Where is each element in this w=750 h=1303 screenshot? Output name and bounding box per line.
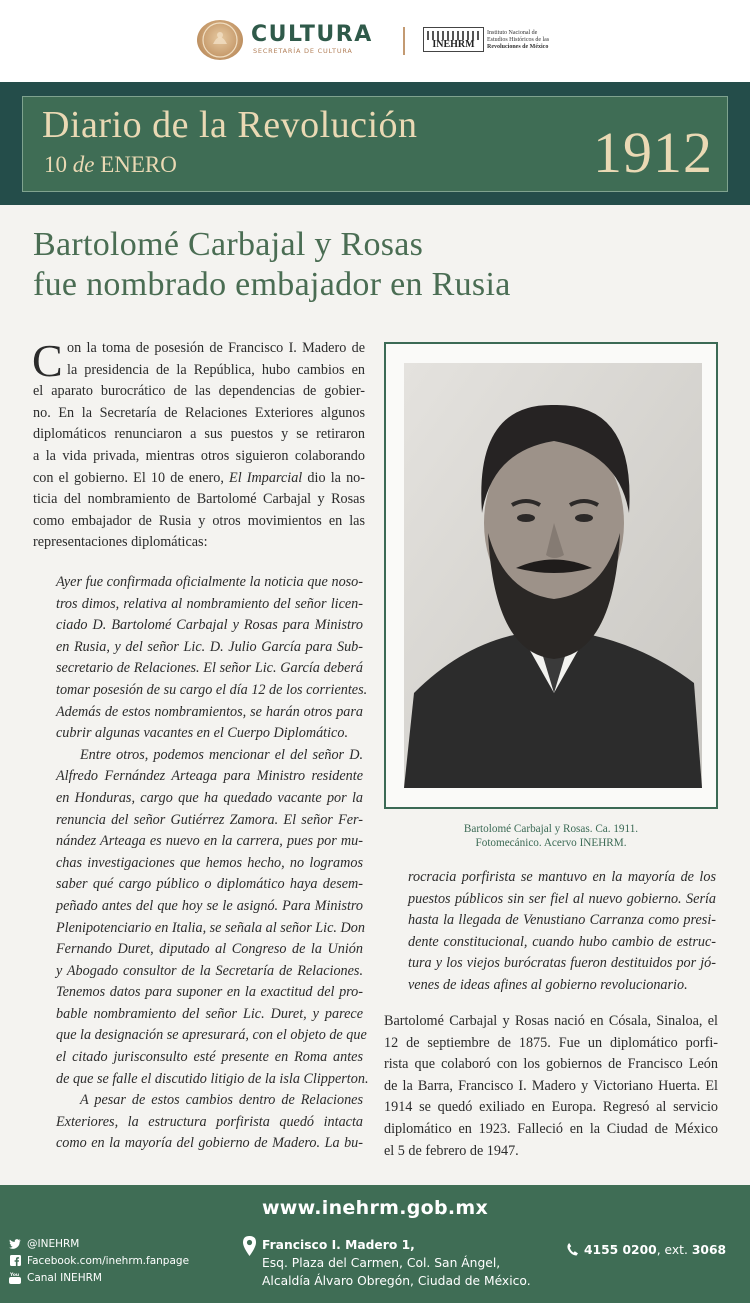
- svg-text:You: You: [10, 1272, 20, 1278]
- issue-date: 10 de ENERO: [44, 152, 177, 177]
- text-line: el citado jurisconsulto esté presente en Roma antes: [56, 1049, 363, 1066]
- issue-year: 1912: [593, 120, 713, 185]
- header-band: [0, 82, 750, 205]
- footer: [0, 1185, 750, 1303]
- text-line: chas investigaciones que hemos hecho, no logramos: [56, 854, 363, 871]
- text-line: ticia del nombramiento de Bartolomé Carbajal y Rosas: [33, 491, 365, 508]
- text-line: de la Barra, Francisco I. Madero y Victoriano Huerta. El: [384, 1077, 718, 1094]
- text-line: A pesar de estos cambios dentro de Relaciones: [80, 1092, 363, 1109]
- page-title: Diario de la Revolución: [42, 104, 418, 146]
- text-line: a la vida privada, mientras otros siguieron colaborando: [33, 447, 365, 464]
- text-line: dente constitucional, cuando hubo cambio de estruc-: [408, 933, 716, 950]
- article-headline: Bartolomé Carbajal y Rosas fue nombrado embajador en Rusia: [33, 226, 511, 303]
- location-pin-icon: [243, 1236, 256, 1260]
- text-line: tura y los viejos burócratas fueron destituidos por jó-: [408, 955, 716, 972]
- address-line3: Alcaldía Álvaro Obregón, Ciudad de México.: [262, 1274, 531, 1288]
- cultura-logo-text: CULTURA: [251, 22, 373, 47]
- text-line: representaciones diplomáticas:: [33, 534, 208, 551]
- text-line: el 5 de febrero de 1947.: [384, 1142, 519, 1159]
- text-line: en Honduras, cargo que ha quedado vacante por la: [56, 789, 363, 806]
- quote-paragraph: [56, 572, 369, 1155]
- article: [0, 205, 750, 1185]
- text-line: cubrir algunas vacantes en el Cuerpo Diplomático.: [56, 725, 348, 742]
- youtube-link[interactable]: You Canal INEHRM: [10, 1271, 102, 1284]
- youtube-icon: [8, 1272, 22, 1284]
- text-line: Ayer fue confirmada oficialmente la noticia que noso-: [56, 574, 363, 590]
- text-line: con el gobierno. El 10 de enero, El Imparcial dio la no-: [33, 469, 365, 486]
- photo-caption: Bartolomé Carbajal y Rosas. Ca. 1911. Fotomecánico. Acervo INEHRM.: [463, 823, 639, 849]
- top-logo-bar: [0, 0, 750, 82]
- text-line: Plenipotenciario en Italia, se señala al señor Lic. Don: [56, 919, 365, 936]
- text-line: diplomáticos renunciaron a sus puestos y se retiraron: [33, 426, 365, 443]
- text-line: 12 de septiembre de 1875. Fue un diplomático porfi-: [384, 1034, 718, 1051]
- text-line: como embajador de Rusia y otros movimientos en las: [33, 512, 365, 529]
- twitter-link[interactable]: @INEHRM: [8, 1235, 189, 1252]
- text-line: el aparato burocrático de las dependencias de gobier-: [33, 383, 365, 400]
- phone-icon: [567, 1243, 578, 1259]
- text-line: secretario de Relaciones. El señor Lic. García deberá: [56, 660, 363, 677]
- text-line: y Abogado consultor de la Secretaría de Relaciones.: [56, 962, 363, 979]
- text-line: bable nombramiento del señor Lic. Duret, y parece: [56, 1005, 363, 1022]
- address-line1: Francisco I. Madero 1,: [262, 1238, 415, 1252]
- cultura-subtitle: SECRETARÍA DE CULTURA: [253, 47, 353, 55]
- quote-continuation: [408, 867, 716, 997]
- text-line: rista que colaboró con los gobiernos de Francisco León: [384, 1056, 718, 1073]
- text-line: diplomático en 1923. Falleció en la Ciudad de México: [384, 1120, 718, 1137]
- header-panel: [22, 96, 728, 192]
- inehrm-logo: [423, 27, 484, 52]
- social-links: [8, 1235, 189, 1286]
- text-line: tomar posesión de su cargo el día 12 de los corrientes.: [56, 681, 368, 698]
- text-line: Bartolomé Carbajal y Rosas nació en Cósala, Sinaloa, el: [384, 1013, 718, 1029]
- text-line: Entre otros, podemos mencionar el del señor D.: [80, 746, 363, 763]
- text-line: que la designación se apresurará, con el objeto de que: [56, 1027, 367, 1044]
- phone-contact[interactable]: 4155 0200, ext. 3068: [567, 1243, 726, 1259]
- text-line: renuncia del señor Gutiérrez Zamora. El señor Fer-: [56, 811, 363, 828]
- text-line: tros dimos, relativa al nombramiento del señor licen-: [56, 595, 363, 612]
- portrait-frame: [384, 342, 718, 809]
- text-line: peñado antes del que hoy se le asignó. Para Ministro: [56, 897, 363, 914]
- portrait-photo: [404, 363, 702, 788]
- seal-icon: [197, 20, 243, 60]
- text-line: nández Arteaga es nuevo en la carrera, pues por mu-: [56, 833, 363, 850]
- text-line: no. En la Secretaría de Relaciones Exteriores algunos: [33, 404, 365, 421]
- text-line: hasta la llegada de Venustiano Carranza como presi-: [408, 912, 716, 929]
- address-line2: Esq. Plaza del Carmen, Col. San Ángel,: [262, 1256, 501, 1270]
- text-line: en Rusia, y del señor Lic. D. Julio García para Sub-: [56, 638, 363, 655]
- drop-cap: C: [32, 335, 63, 386]
- logo-divider: [403, 27, 405, 55]
- text-line: como en la mayoría del gobierno de Madero. La bu-: [56, 1135, 363, 1152]
- text-line: puestos públicos sin ser fiel al nuevo gobierno. Sería: [408, 890, 716, 907]
- text-line: Fernando Duret, diputado al Congreso de la Unión: [56, 941, 363, 958]
- text-line: Exteriores, la estructura porfirista quedó intacta: [56, 1113, 363, 1130]
- website-link[interactable]: www.inehrm.gob.mx: [261, 1197, 489, 1219]
- text-line: Además de estos nombramientos, se harán otros para: [56, 703, 363, 720]
- text-line: venes de ideas afines al gobierno revolucionario.: [408, 976, 688, 993]
- inehrm-logo-text: INEHRM: [432, 39, 475, 50]
- intro-paragraph: [32, 335, 365, 554]
- text-line: la presidencia de la República, hubo cambios en: [67, 361, 365, 378]
- facebook-link[interactable]: Facebook.com/inehrm.fanpage: [8, 1252, 189, 1269]
- text-line: on la toma de posesión de Francisco I. Madero de: [67, 340, 365, 356]
- twitter-icon: [8, 1238, 22, 1250]
- text-line: Alfredo Fernández Arteaga para Ministro residente: [56, 768, 363, 785]
- text-line: de que se falle el discutido litigio de la isla Clipperton.: [56, 1070, 369, 1087]
- facebook-icon: [8, 1255, 22, 1267]
- text-line: rocracia porfirista se mantuvo en la mayoría de los: [408, 869, 716, 885]
- inehrm-full-name: Instituto Nacional de Estudios Históricos de las Revoluciones de México: [487, 30, 550, 50]
- closing-paragraph: [384, 1011, 718, 1162]
- text-line: 1914 se quedó exiliado en Europa. Regresó al servicio: [384, 1099, 718, 1116]
- text-line: ciado D. Bartolomé Carbajal y Rosas para Ministro: [56, 617, 363, 634]
- text-line: Tenemos datos para suponer en la exactitud del pro-: [56, 984, 363, 1001]
- text-line: saber qué cargo público o diplomático haya desem-: [56, 876, 363, 893]
